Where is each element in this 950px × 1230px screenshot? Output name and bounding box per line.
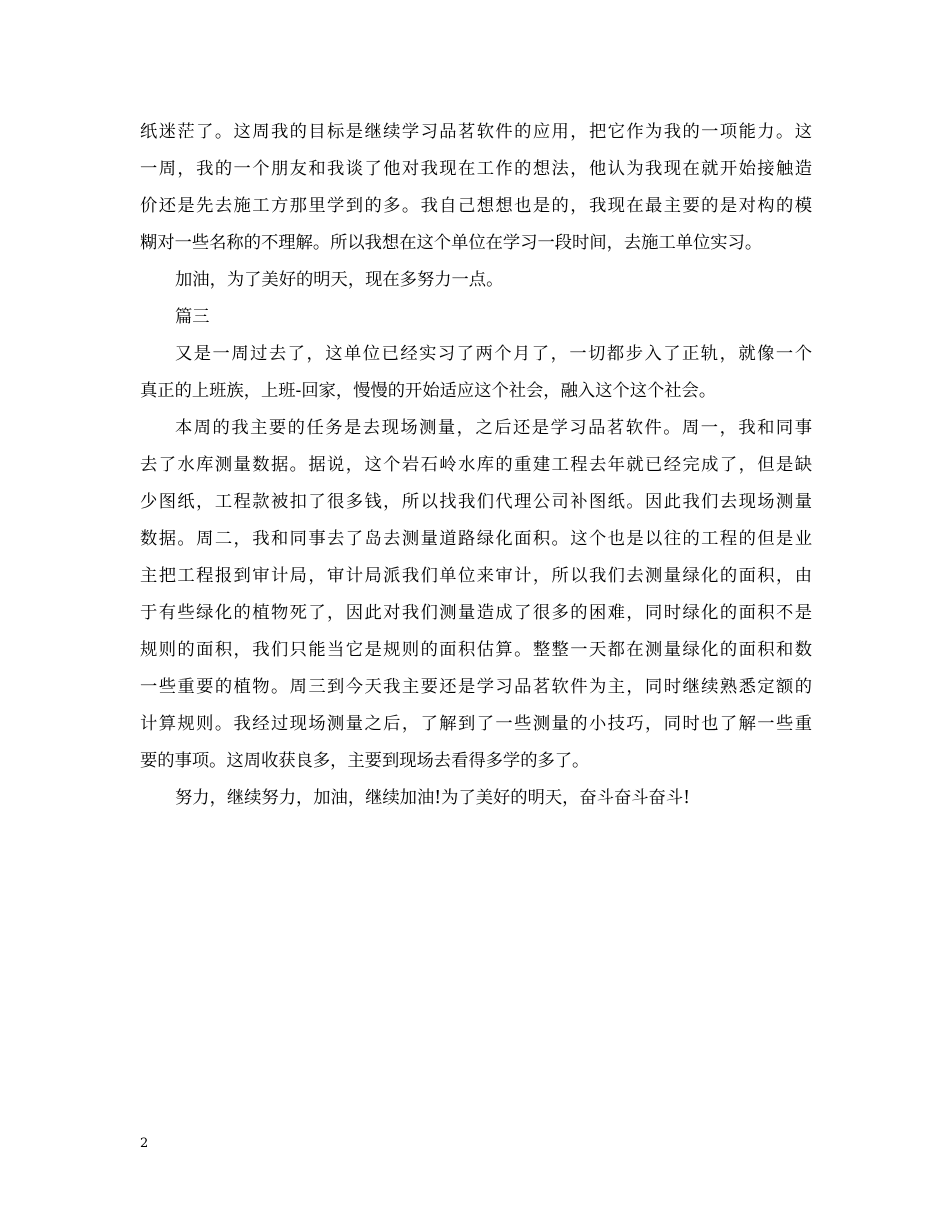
text-line: 去了水库测量数据。据说，这个岩石岭水库的重建工程去年就已经完成了，但是缺 bbox=[140, 455, 812, 475]
paragraph: 加油，为了美好的明天，现在多努力一点。 bbox=[175, 270, 504, 290]
paragraph: 努力，继续努力，加油，继续加油!为了美好的明天，奋斗奋斗奋斗! bbox=[175, 788, 691, 808]
text-line: 计算规则。我经过现场测量之后，了解到了一些测量的小技巧，同时也了解一些重 bbox=[140, 714, 812, 734]
section-heading: 篇三 bbox=[175, 307, 210, 327]
page-number: 2 bbox=[140, 1136, 149, 1151]
text-line: 一些重要的植物。周三到今天我主要还是学习品茗软件为主，同时继续熟悉定额的 bbox=[140, 677, 812, 697]
text-line: 本周的我主要的任务是去现场测量，之后还是学习品茗软件。周一，我和同事 bbox=[175, 418, 812, 438]
text-line: 一周，我的一个朋友和我谈了他对我现在工作的想法，他认为我现在就开始接触造 bbox=[140, 159, 812, 179]
text-line: 又是一周过去了，这单位已经实习了两个月了，一切都步入了正轨，就像一个 bbox=[175, 344, 812, 364]
text-line: 规则的面积，我们只能当它是规则的面积估算。整整一天都在测量绿化的面积和数 bbox=[140, 640, 812, 660]
text-line: 价还是先去施工方那里学到的多。我自己想想也是的，我现在最主要的是对构的模 bbox=[140, 196, 812, 216]
text-line: 少图纸，工程款被扣了很多钱，所以找我们代理公司补图纸。因此我们去现场测量 bbox=[140, 492, 812, 512]
text-line: 真正的上班族，上班-回家，慢慢的开始适应这个社会，融入这个这个社会。 bbox=[140, 381, 717, 401]
text-line: 要的事项。这周收获良多，主要到现场去看得多学的多了。 bbox=[140, 751, 590, 771]
text-line: 纸迷茫了。这周我的目标是继续学习品茗软件的应用，把它作为我的一项能力。这 bbox=[140, 122, 812, 142]
text-line: 主把工程报到审计局，审计局派我们单位来审计，所以我们去测量绿化的面积，由 bbox=[140, 566, 812, 586]
text-line: 于有些绿化的植物死了，因此对我们测量造成了很多的困难，同时绿化的面积不是 bbox=[140, 603, 812, 623]
text-line: 糊对一些名称的不理解。所以我想在这个单位在学习一段时间，去施工单位实习。 bbox=[140, 233, 763, 253]
text-line: 数据。周二，我和同事去了岛去测量道路绿化面积。这个也是以往的工程的但是业 bbox=[140, 529, 812, 549]
body-text bbox=[140, 114, 812, 817]
